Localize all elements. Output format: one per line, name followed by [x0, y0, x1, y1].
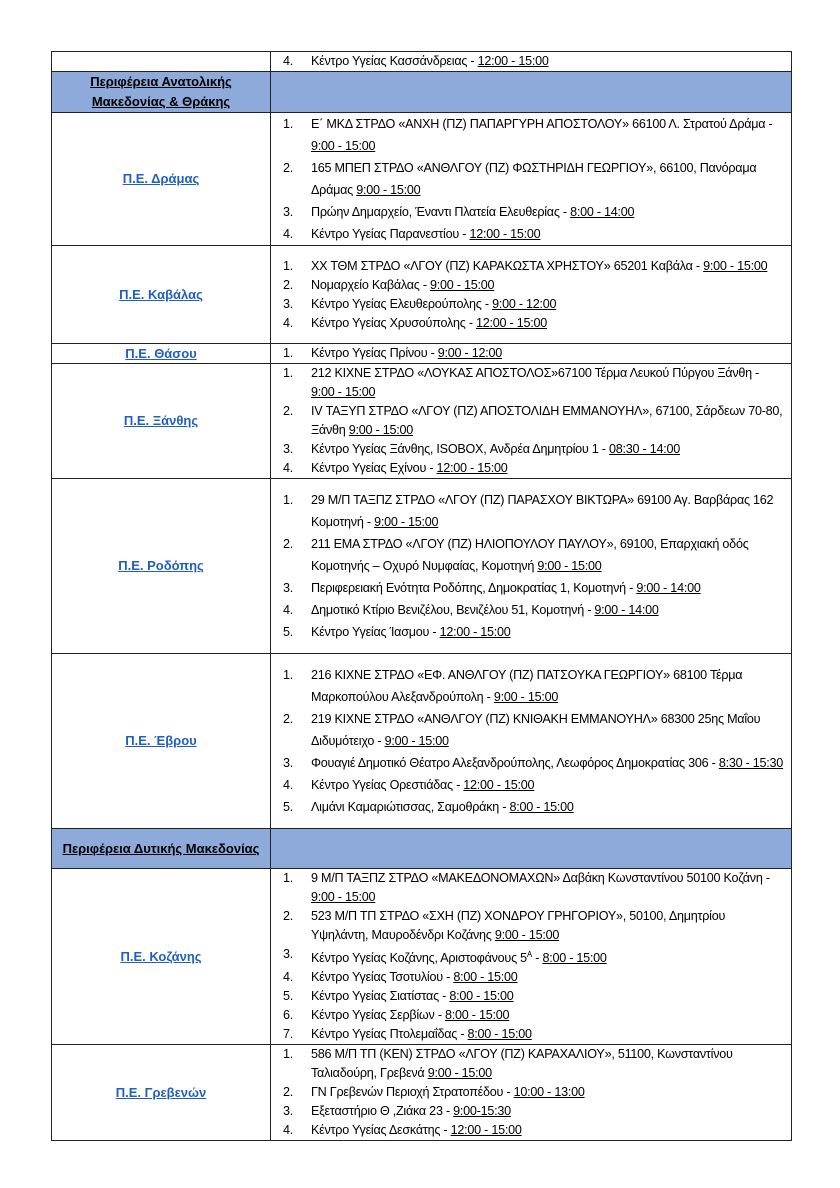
list-item — [279, 440, 785, 459]
locations-cell — [271, 52, 792, 72]
region-name[interactable]: Περιφέρεια Δυτικής Μακεδονίας — [62, 840, 260, 856]
item-number: 6. — [283, 1008, 294, 1023]
vaccination-centers-table — [51, 51, 792, 1141]
list-item — [279, 295, 785, 314]
location-text: Κέντρο Υγείας Ίασμου — [311, 625, 430, 639]
item-text — [311, 201, 785, 223]
unit-cell — [52, 52, 271, 72]
location-text: Δημοτικό Κτίριο Βενιζέλου, Βενιζέλου 51, Κομοτηνή — [311, 603, 584, 617]
separator: - — [465, 315, 477, 330]
unit-cell — [52, 364, 271, 479]
item-number: 5. — [283, 989, 294, 1004]
unit-cell — [52, 869, 271, 1045]
opening-hours: 9:00 - 15:00 — [537, 559, 602, 573]
location-text: Φουαγιέ Δημοτικό Θέατρο Αλεξανδρούπολης, Λεωφόρος Δημοκρατίας 306 — [311, 756, 709, 770]
separator: - — [708, 756, 719, 770]
unit-cell — [52, 246, 271, 344]
separator: - — [467, 54, 478, 68]
item-text — [311, 621, 785, 643]
item-number: 1. — [283, 366, 294, 380]
list-item — [279, 945, 785, 968]
location-text: Λιμάνι Καμαριώτισσας, Σαμοθράκη — [311, 800, 500, 814]
opening-hours: 8:00 - 15:00 — [467, 1027, 532, 1042]
list-item — [279, 907, 785, 945]
location-text: Κέντρο Υγείας Χρυσούπολης — [311, 315, 466, 330]
item-text — [311, 533, 785, 577]
locations-cell — [271, 113, 792, 246]
item-text — [311, 1006, 785, 1025]
list-item — [279, 621, 785, 643]
opening-hours: 12:00 - 15:00 — [436, 461, 508, 475]
unit-name-link[interactable]: Π.Ε. Κοζάνης — [120, 948, 202, 964]
separator: - — [438, 989, 450, 1004]
table-row — [52, 344, 792, 364]
list-item — [279, 1102, 785, 1121]
item-number: 3. — [283, 581, 294, 595]
location-text: Νομαρχείο Καβάλας — [311, 277, 420, 292]
item-number: 5. — [283, 625, 294, 639]
opening-hours: 8:00 - 14:00 — [570, 205, 635, 219]
item-number: 7. — [283, 1027, 294, 1042]
location-text: Ε΄ ΜΚΔ ΣΤΡΔΟ «ΑΝΧΗ (ΠΖ) ΠΑΠΑΡΓΥΡΗ ΑΠΟΣΤΟΛΟΥ» 66100 Λ. Στρατού Δράμα — [311, 117, 766, 131]
item-text — [311, 52, 785, 71]
item-number: 1. — [283, 668, 294, 682]
item-number: 4. — [283, 778, 294, 792]
item-number: 1. — [283, 871, 294, 885]
region-name[interactable]: Περιφέρεια Ανατολικής Μακεδονίας & Θράκης — [90, 74, 232, 109]
list-item — [279, 276, 785, 295]
item-number: 2. — [283, 161, 294, 175]
opening-hours: 9:00 - 15:00 — [356, 183, 421, 197]
item-text — [311, 752, 785, 774]
list-item — [279, 489, 785, 533]
separator: - — [503, 1085, 514, 1100]
separator: - — [765, 117, 773, 131]
locations-cell — [271, 72, 792, 113]
opening-hours: 10:00 - 13:00 — [513, 1085, 585, 1100]
table-row — [52, 364, 792, 479]
separator: - — [583, 603, 595, 617]
locations-list — [279, 344, 785, 363]
separator: - — [457, 1027, 468, 1042]
list-item — [279, 708, 785, 752]
location-text: Κέντρο Υγείας Τσοτυλίου — [311, 970, 443, 985]
superscript: Α — [526, 950, 532, 959]
item-text — [311, 664, 785, 708]
list-item — [279, 402, 785, 440]
item-text — [311, 489, 785, 533]
unit-cell — [52, 479, 271, 654]
unit-cell — [52, 1045, 271, 1141]
unit-name-link[interactable]: Π.Ε. Δράμας — [122, 171, 200, 186]
location-text: Κέντρο Υγείας Πρίνου — [311, 346, 428, 360]
list-item — [279, 987, 785, 1006]
table-row — [52, 479, 792, 654]
separator: - — [419, 277, 431, 292]
item-text — [311, 440, 785, 459]
unit-cell — [52, 654, 271, 829]
list-item — [279, 223, 785, 245]
location-text: 9 Μ/Π ΤΑΞΠΖ ΣΤΡΔΟ «ΜΑΚΕΔΟΝΟΜΑΧΩΝ» Δαβάκη Κωνσταντίνου 50100 Κοζάνη — [311, 871, 763, 885]
separator: - — [452, 778, 464, 792]
table-row — [52, 246, 792, 344]
list-item — [279, 1121, 785, 1140]
location-text: Κέντρο Υγείας Πτολεμαΐδας — [311, 1027, 458, 1042]
list-item — [279, 1083, 785, 1102]
list-item — [279, 664, 785, 708]
item-text — [311, 314, 785, 333]
item-number: 1. — [283, 1047, 294, 1062]
separator: - — [499, 800, 510, 814]
item-text — [311, 402, 785, 440]
item-text — [311, 257, 785, 276]
opening-hours: 9:00 - 15:00 — [348, 423, 413, 437]
separator: - — [427, 346, 438, 360]
opening-hours: 9:00 - 15:00 — [494, 928, 560, 942]
locations-list — [279, 52, 785, 71]
unit-name-link[interactable]: Π.Ε. Ξάνθης — [123, 413, 199, 428]
item-text — [311, 869, 785, 907]
unit-cell — [52, 344, 271, 364]
opening-hours: 9:00 - 15:00 — [311, 385, 376, 399]
item-text — [311, 1121, 785, 1140]
opening-hours: 9:00 - 15:00 — [703, 258, 768, 273]
locations-cell — [271, 344, 792, 364]
opening-hours: 9:00 - 12:00 — [437, 346, 502, 360]
item-number: 4. — [283, 461, 294, 475]
item-text — [311, 1102, 785, 1121]
list-item — [279, 796, 785, 818]
location-text: ΓΝ Γρεβενών Περιοχή Στρατοπέδου — [311, 1085, 504, 1100]
list-item — [279, 869, 785, 907]
item-number: 3. — [283, 296, 294, 311]
opening-hours: 8:00 - 15:00 — [449, 989, 514, 1004]
item-text — [311, 945, 785, 968]
item-number: 2. — [283, 537, 294, 551]
item-text — [311, 113, 785, 157]
item-number: 2. — [283, 277, 294, 292]
item-text — [311, 276, 785, 295]
item-text — [311, 344, 785, 363]
location-text: ΧΧ ΤΘΜ ΣΤΡΔΟ «ΛΓΟΥ (ΠΖ) ΚΑΡΑΚΩΣΤΑ ΧΡΗΣΤΟΥ» 65201 Καβάλα — [311, 258, 693, 273]
item-number: 4. — [283, 970, 294, 985]
opening-hours: 9:00 - 15:00 — [311, 890, 376, 904]
list-item — [279, 257, 785, 276]
item-number: 3. — [283, 1104, 294, 1119]
list-item — [279, 577, 785, 599]
unit-name-link[interactable]: Π.Ε. Ροδόπης — [118, 558, 204, 573]
opening-hours: 9:00 - 15:00 — [311, 139, 376, 153]
table-row — [52, 52, 792, 72]
location-text: 165 ΜΠΕΠ ΣΤΡΔΟ «ΑΝΘΛΓΟΥ (ΠΖ) ΦΩΣΤΗΡΙΔΗ ΓΕΩΡΓΙΟΥ», 66100, Πανόραμα Δράμας — [311, 161, 757, 197]
unit-cell — [52, 72, 271, 113]
table-row — [52, 869, 792, 1045]
item-text — [311, 1025, 785, 1044]
list-item — [279, 314, 785, 333]
locations-cell — [271, 1045, 792, 1141]
region-header-row — [52, 829, 792, 869]
item-text — [311, 907, 785, 945]
separator: - — [434, 1008, 446, 1023]
unit-name-link[interactable]: Π.Ε. Θάσου — [125, 345, 197, 361]
item-number: 4. — [283, 54, 294, 68]
item-number: 2. — [283, 909, 294, 923]
item-number: 2. — [283, 404, 294, 418]
unit-cell — [52, 829, 271, 869]
location-text: Κέντρο Υγείας Σερβίων — [311, 1008, 435, 1023]
unit-name-link[interactable]: Π.Ε. Γρεβενών — [115, 1084, 207, 1100]
item-number: 4. — [283, 315, 294, 330]
location-text: 211 ΕΜΑ ΣΤΡΔΟ «ΛΓΟΥ (ΠΖ) ΗΛΙΟΠΟΥΛΟΥ ΠΑΥΛΟΥ», 69100, Επαρχιακή οδός Κομοτηνής – Οχυρό Νυμφαίας, Κομοτηνή — [311, 537, 749, 573]
list-item — [279, 1006, 785, 1025]
location-text: 586 Μ/Π ΤΠ (ΚΕΝ) ΣΤΡΔΟ «ΛΓΟΥ (ΠΖ) ΚΑΡΑΧΑΛΙΟΥ», 51100, Κωνσταντίνου Ταλιαδούρη, Γρεβενά — [311, 1047, 733, 1081]
opening-hours: 9:00 - 15:00 — [430, 277, 495, 292]
location-text: Κέντρο Υγείας Ελευθερούπολης — [311, 296, 482, 311]
separator: - — [459, 227, 470, 241]
separator: - — [762, 871, 770, 885]
location-text: 29 Μ/Π ΤΑΞΠΖ ΣΤΡΔΟ «ΛΓΟΥ (ΠΖ) ΠΑΡΑΣΧΟΥ ΒΙΚΤΩΡΑ» 69100 Αγ. Βαρβάρας 162 Κομοτηνή — [311, 493, 774, 529]
separator: - — [442, 1104, 454, 1119]
locations-list — [279, 257, 785, 333]
location-text: Κέντρο Υγείας Σιατίστας — [311, 989, 439, 1004]
locations-list — [279, 1045, 785, 1140]
opening-hours: 9:00 - 14:00 — [594, 603, 659, 617]
item-text — [311, 987, 785, 1006]
item-number: 3. — [283, 442, 294, 456]
item-text — [311, 968, 785, 987]
opening-hours: 9:00 - 15:00 — [384, 734, 449, 748]
list-item — [279, 1025, 785, 1044]
item-number: 1. — [283, 493, 294, 507]
separator: - — [426, 461, 437, 475]
location-text: Εξεταστήριο Θ ,Ζιάκα 23 — [311, 1104, 443, 1119]
item-number: 3. — [283, 756, 294, 770]
location-text: Κέντρο Υγείας Ορεστιάδας — [311, 778, 453, 792]
opening-hours: 12:00 - 15:00 — [450, 1123, 522, 1138]
list-item — [279, 533, 785, 577]
item-text — [311, 708, 785, 752]
opening-hours: 8:30 - 15:30 — [718, 756, 784, 770]
item-number: 4. — [283, 1123, 294, 1138]
locations-cell — [271, 829, 792, 869]
list-item — [279, 774, 785, 796]
separator: - — [692, 258, 704, 273]
opening-hours: 9:00 - 15:00 — [493, 690, 559, 704]
item-number: 1. — [283, 117, 294, 131]
separator: - — [481, 296, 493, 311]
separator: - — [363, 515, 375, 529]
separator: - — [440, 1123, 451, 1138]
locations-list — [279, 664, 785, 818]
location-text: Κέντρο Υγείας Ξάνθης, ISOBOX, Ανδρέα Δημητρίου 1 — [311, 442, 599, 456]
list-item — [279, 752, 785, 774]
list-item — [279, 113, 785, 157]
location-text: 212 ΚΙΧΝΕ ΣΤΡΔΟ «ΛΟΥΚΑΣ ΑΠΟΣΤΟΛΟΣ»67100 Τέρμα Λευκού Πύργου Ξάνθη — [311, 366, 752, 380]
item-text — [311, 223, 785, 245]
item-text — [311, 796, 785, 818]
item-number: 3. — [283, 205, 294, 219]
location-text: 219 ΚΙΧΝΕ ΣΤΡΔΟ «ΑΝΘΛΓΟΥ (ΠΖ) ΚΝΙΘΑΚΗ ΕΜΜΑΝΟΥΗΛ» 68300 25ης Μαΐου Διδυμότειχο — [311, 712, 761, 748]
location-text: Κέντρο Υγείας Δεσκάτης — [311, 1123, 441, 1138]
list-item — [279, 52, 785, 71]
list-item — [279, 968, 785, 987]
opening-hours: 12:00 - 15:00 — [439, 625, 511, 639]
list-item — [279, 1045, 785, 1083]
location-text: Κέντρο Υγείας Κοζάνης, Αριστοφάνους 5 — [311, 951, 527, 966]
item-text — [311, 599, 785, 621]
list-item — [279, 459, 785, 478]
item-number: 4. — [283, 227, 294, 241]
item-text — [311, 577, 785, 599]
region-header-row — [52, 72, 792, 113]
list-item — [279, 599, 785, 621]
separator: - — [429, 625, 440, 639]
separator: - — [442, 970, 454, 985]
opening-hours: 8:00 - 15:00 — [509, 800, 574, 814]
opening-hours: 9:00 - 15:00 — [427, 1066, 492, 1081]
location-text: IV ΤΑΞΥΠ ΣΤΡΔΟ «ΛΓΟΥ (ΠΖ) ΑΠΟΣΤΟΛΙΔΗ ΕΜΜΑΝΟΥΗΛ», 67100, Σάρδεων 70-80, Ξάνθη — [311, 404, 783, 437]
location-text: 523 Μ/Π ΤΠ ΣΤΡΔΟ «ΣΧΗ (ΠΖ) ΧΟΝΔΡΟΥ ΓΡΗΓΟΡΙΟΥ», 50100, Δημητρίου Υψηλάντη, Μαυροδένδρι Κοζάνης — [311, 909, 726, 942]
locations-list — [279, 364, 785, 478]
item-number: 4. — [283, 603, 294, 617]
location-text: Κέντρο Υγείας Κασσάνδρειας — [311, 54, 468, 68]
item-text — [311, 157, 785, 201]
unit-name-link[interactable]: Π.Ε. Καβάλας — [119, 286, 203, 302]
opening-hours: 12:00 - 15:00 — [469, 227, 541, 241]
opening-hours: 9:00 - 15:00 — [374, 515, 439, 529]
item-text — [311, 1083, 785, 1102]
item-text — [311, 459, 785, 478]
locations-list — [279, 869, 785, 1044]
separator: - — [531, 951, 543, 966]
opening-hours: 8:00 - 15:00 — [453, 970, 518, 985]
locations-list — [279, 489, 785, 643]
separator: - — [598, 442, 610, 456]
location-text: Πρώην Δημαρχείο, Έναντι Πλατεία Ελευθερίας — [311, 205, 560, 219]
item-number: 3. — [283, 947, 294, 961]
table-row — [52, 113, 792, 246]
list-item — [279, 157, 785, 201]
item-number: 2. — [283, 1085, 294, 1100]
locations-cell — [271, 246, 792, 344]
item-text — [311, 295, 785, 314]
opening-hours: 8:00 - 15:00 — [445, 1008, 510, 1023]
list-item — [279, 201, 785, 223]
table-row — [52, 1045, 792, 1141]
opening-hours: 08:30 - 14:00 — [609, 442, 680, 456]
item-number: 1. — [283, 258, 294, 273]
separator: - — [374, 734, 385, 748]
item-text — [311, 364, 785, 402]
list-item — [279, 344, 785, 363]
separator: - — [751, 366, 760, 380]
locations-cell — [271, 479, 792, 654]
item-text — [311, 774, 785, 796]
unit-name-link[interactable]: Π.Ε. Έβρου — [125, 733, 197, 748]
separator: - — [483, 690, 494, 704]
location-text: Κέντρο Υγείας Εχίνου — [311, 461, 427, 475]
opening-hours: 9:00 - 14:00 — [636, 581, 701, 595]
locations-cell — [271, 869, 792, 1045]
location-text: Περιφερειακή Ενότητα Ροδόπης, Δημοκρατίας 1, Κομοτηνή — [311, 581, 626, 595]
opening-hours: 12:00 - 15:00 — [463, 778, 535, 792]
item-number: 1. — [283, 346, 294, 360]
locations-list — [279, 113, 785, 245]
opening-hours: 12:00 - 15:00 — [476, 315, 548, 330]
opening-hours: 9:00-15:30 — [453, 1104, 511, 1119]
table-row — [52, 654, 792, 829]
locations-cell — [271, 654, 792, 829]
locations-cell — [271, 364, 792, 479]
separator: - — [625, 581, 637, 595]
opening-hours: 9:00 - 12:00 — [492, 296, 557, 311]
item-number: 5. — [283, 800, 294, 814]
unit-cell — [52, 113, 271, 246]
location-text: 216 ΚΙΧΝΕ ΣΤΡΔΟ «ΕΦ. ΑΝΘΛΓΟΥ (ΠΖ) ΠΑΤΣΟΥΚΑ ΓΕΩΡΓΙΟΥ» 68100 Τέρμα Μαρκοπούλου Αλεξανδρούπολη — [311, 668, 743, 704]
item-text — [311, 1045, 785, 1083]
list-item — [279, 364, 785, 402]
location-text: Κέντρο Υγείας Παρανεστίου — [311, 227, 459, 241]
item-number: 2. — [283, 712, 294, 726]
separator: - — [559, 205, 571, 219]
opening-hours: 8:00 - 15:00 — [542, 951, 607, 966]
opening-hours: 12:00 - 15:00 — [477, 54, 549, 68]
